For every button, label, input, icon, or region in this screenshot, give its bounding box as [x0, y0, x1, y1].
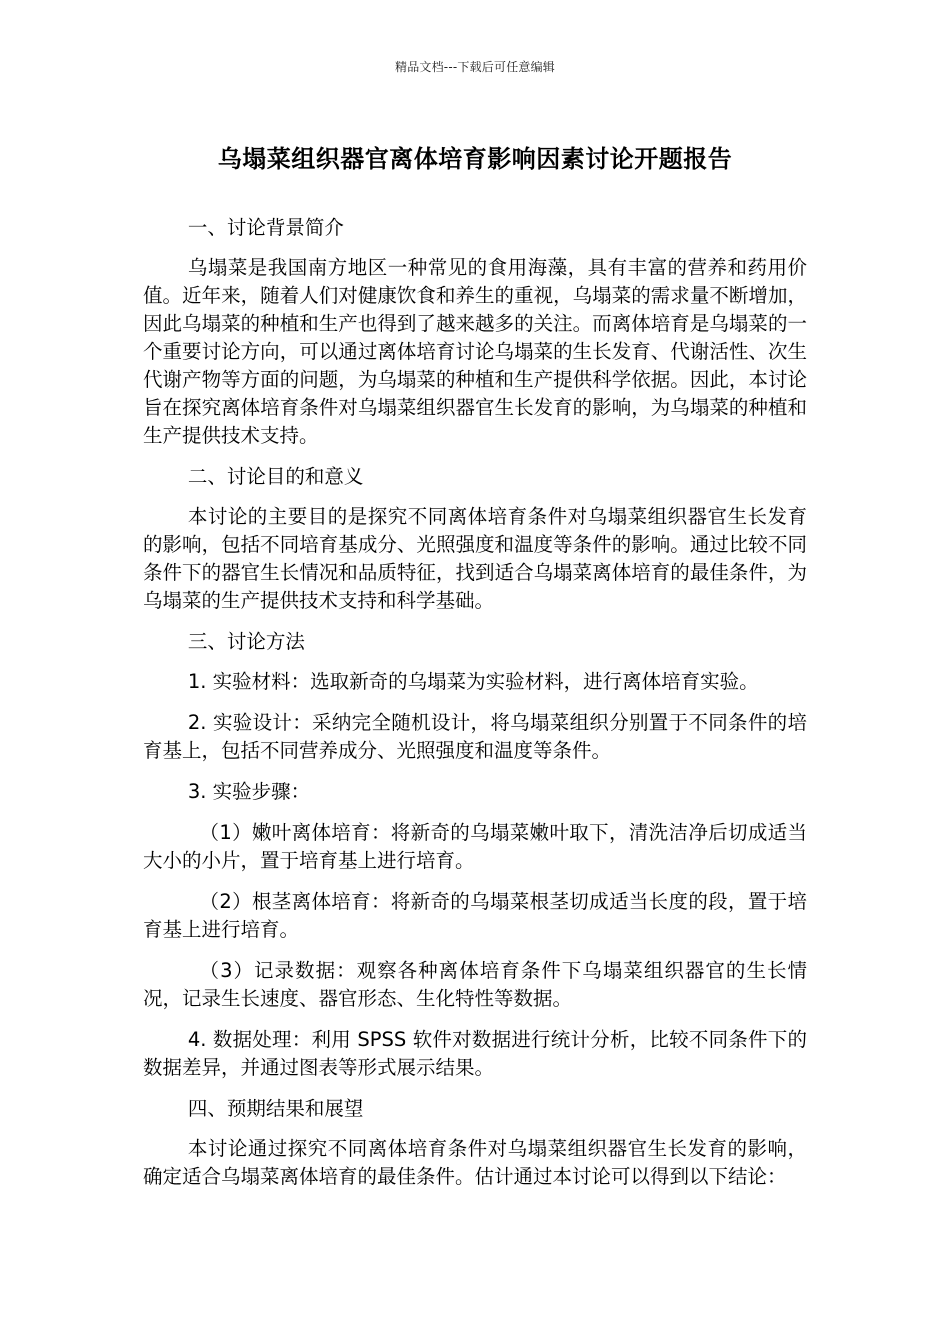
paragraph-expected-results: 本讨论通过探究不同离体培育条件对乌塌菜组织器官生长发育的影响，确定适合乌塌菜离体培育的最佳条件。估计通过本讨论可以得到以下结论：	[143, 1137, 807, 1188]
section-heading-purpose: 二、讨论目的和意义	[187, 465, 364, 488]
document-body	[143, 214, 807, 1204]
section-heading-expected-results: 四、预期结果和展望	[187, 1097, 364, 1120]
document-title: 乌塌菜组织器官离体培育影响因素讨论开题报告	[217, 145, 733, 173]
method-item-materials: 1. 实验材料：选取新奇的乌塌菜为实验材料，进行离体培育实验。	[187, 670, 759, 693]
method-item-design: 2. 实验设计：采纳完全随机设计，将乌塌菜组织分别置于不同条件的培育基上，包括不同营养成分、光照强度和温度等条件。	[143, 711, 807, 762]
method-item-steps: 3. 实验步骤：	[187, 780, 311, 803]
step-item-root-culture: （2）根茎离体培育：将新奇的乌塌菜根茎切成适当长度的段，置于培育基上进行培育。	[143, 890, 807, 941]
section-heading-background: 一、讨论背景简介	[187, 216, 344, 239]
method-item-data-processing: 4. 数据处理：利用 SPSS 软件对数据进行统计分析，比较不同条件下的数据差异，并通过图表等形式展示结果。	[143, 1028, 807, 1079]
paragraph-purpose: 本讨论的主要目的是探究不同离体培育条件对乌塌菜组织器官生长发育的影响，包括不同培育基成分、光照强度和温度等条件的影响。通过比较不同条件下的器官生长情况和品质特征，找到适合乌塌菜离体培育的最佳条件，为乌塌菜的生产提供技术支持和科学基础。	[143, 505, 807, 612]
header-note: 精品文档---下载后可任意编辑	[395, 60, 555, 74]
paragraph-background: 乌塌菜是我国南方地区一种常见的食用海藻，具有丰富的营养和药用价值。近年来，随着人们对健康饮食和养生的重视，乌塌菜的需求量不断增加，因此乌塌菜的种植和生产也得到了越来越多的关注。而离体培育是乌塌菜的一个重要讨论方向，可以通过离体培育讨论乌塌菜的生长发育、代谢活性、次生代谢产物等方面的问题，为乌塌菜的种植和生产提供科学依据。因此，本讨论旨在探究离体培育条件对乌塌菜组织器官生长发育的影响，为乌塌菜的种植和生产提供技术支持。	[143, 256, 807, 447]
step-item-record-data: （3）记录数据：观察各种离体培育条件下乌塌菜组织器官的生长情况，记录生长速度、器官形态、生化特性等数据。	[143, 959, 807, 1010]
section-heading-methods: 三、讨论方法	[187, 630, 305, 653]
step-item-leaf-culture: （1）嫩叶离体培育：将新奇的乌塌菜嫩叶取下，清洗洁净后切成适当大小的小片，置于培育基上进行培育。	[143, 821, 807, 872]
